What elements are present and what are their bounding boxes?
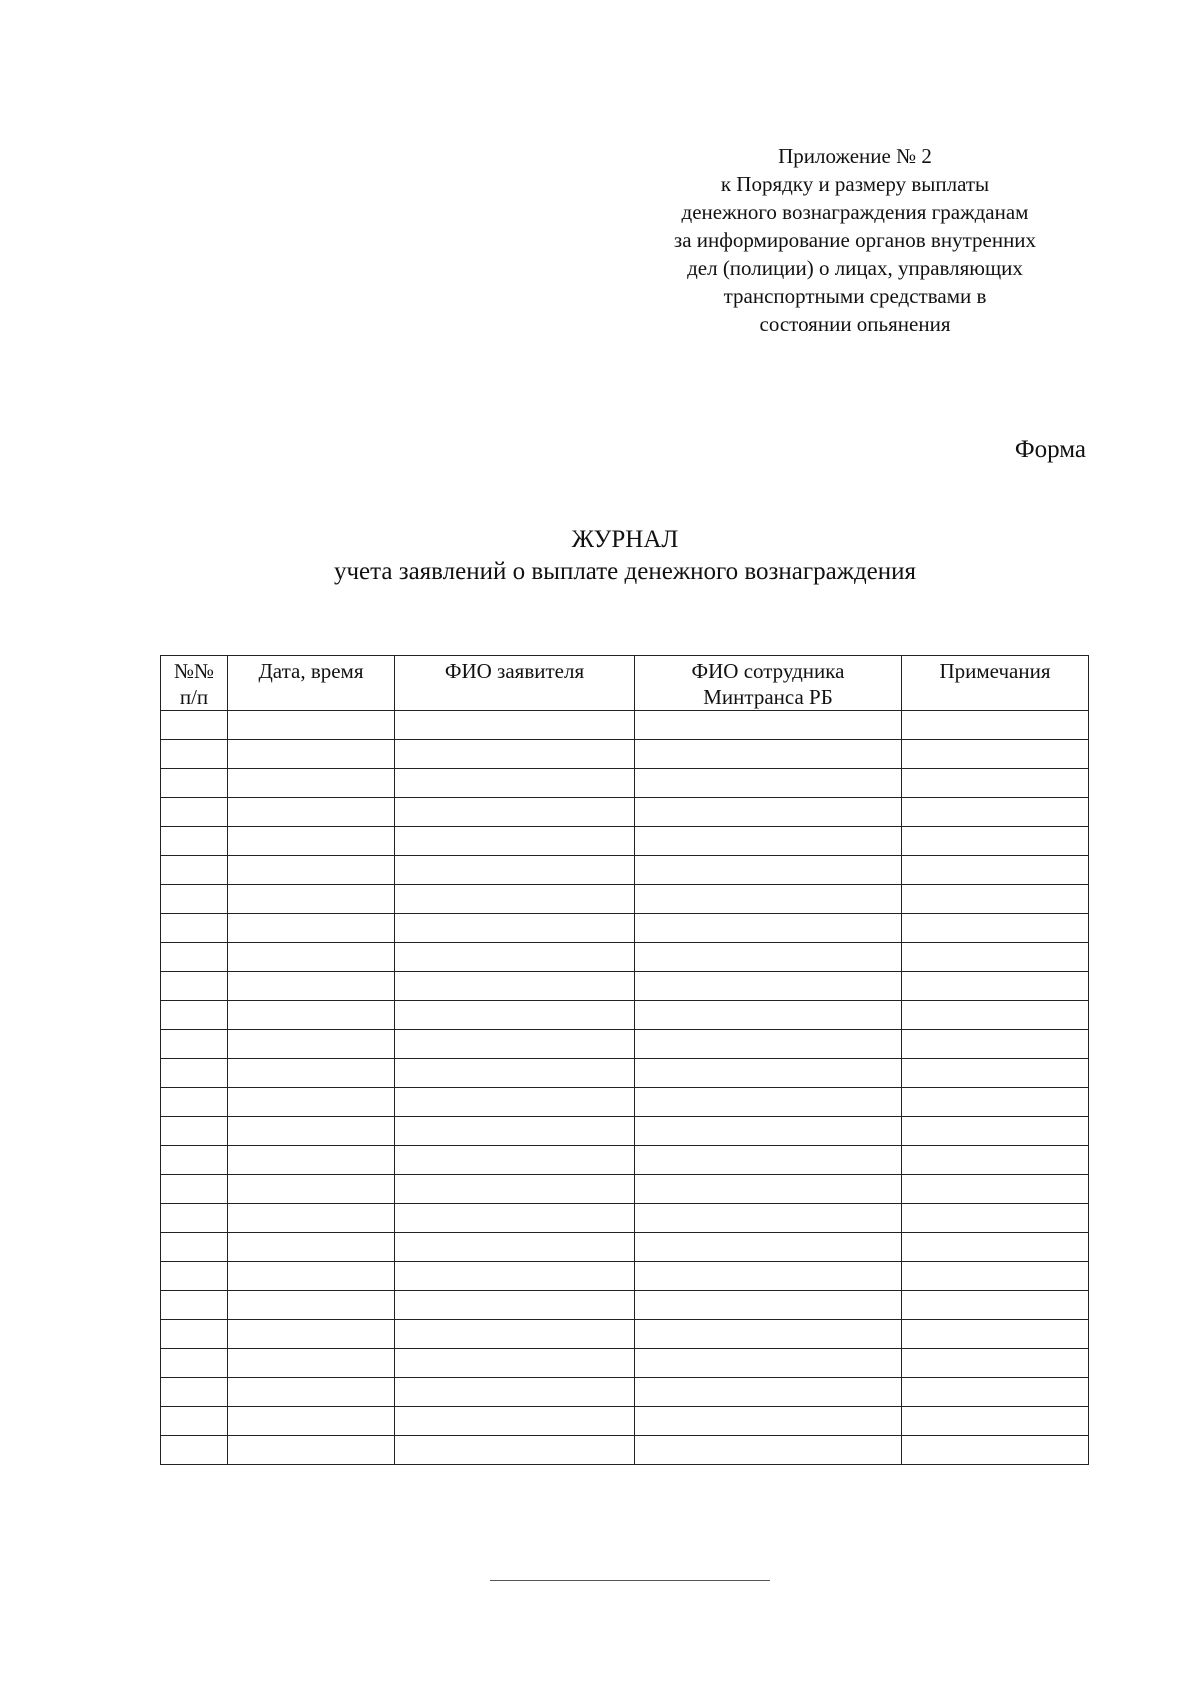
table-cell — [902, 885, 1089, 914]
table-cell — [395, 1233, 635, 1262]
table-cell — [635, 1291, 902, 1320]
table-cell — [228, 1233, 395, 1262]
table-cell — [161, 1001, 228, 1030]
table-cell — [161, 827, 228, 856]
table-cell — [161, 1407, 228, 1436]
table-row — [161, 914, 1089, 943]
table-row — [161, 711, 1089, 740]
table-row — [161, 943, 1089, 972]
table-cell — [902, 914, 1089, 943]
table-cell — [161, 1030, 228, 1059]
table-cell — [395, 1320, 635, 1349]
header-datetime-label: Дата, время — [258, 659, 364, 683]
table-cell — [635, 740, 902, 769]
table-cell — [228, 1117, 395, 1146]
table-cell — [161, 943, 228, 972]
table-row — [161, 856, 1089, 885]
table-cell — [395, 914, 635, 943]
table-cell — [395, 972, 635, 1001]
table-cell — [161, 1291, 228, 1320]
appendix-line: за информирование органов внутренних — [673, 228, 1037, 252]
table-cell — [635, 1436, 902, 1465]
table-cell — [635, 1175, 902, 1204]
table-cell — [395, 1030, 635, 1059]
table-cell — [635, 1262, 902, 1291]
table-cell — [395, 885, 635, 914]
table-cell — [902, 711, 1089, 740]
table-cell — [395, 943, 635, 972]
table-cell — [635, 1146, 902, 1175]
table-cell — [635, 1407, 902, 1436]
journal-table — [160, 655, 1089, 1465]
table-cell — [161, 711, 228, 740]
table-cell — [228, 1030, 395, 1059]
table-cell — [635, 972, 902, 1001]
table-cell — [902, 943, 1089, 972]
table-cell — [635, 1088, 902, 1117]
document-subtitle: учета заявлений о выплате денежного вознаграждения — [333, 558, 917, 585]
header-number-line2: п/п — [179, 685, 209, 709]
table-row — [161, 769, 1089, 798]
title-block — [160, 524, 1090, 588]
table-cell — [635, 1233, 902, 1262]
table-cell — [228, 1262, 395, 1291]
table-row — [161, 1030, 1089, 1059]
appendix-line: к Порядку и размеру выплаты — [720, 172, 990, 196]
appendix-reference — [640, 142, 1070, 338]
table-cell — [395, 827, 635, 856]
header-employee-line2: Минтранса РБ — [703, 685, 833, 709]
table-cell — [228, 1349, 395, 1378]
table-row — [161, 798, 1089, 827]
table-cell — [395, 1378, 635, 1407]
table-cell — [395, 1175, 635, 1204]
table-cell — [228, 943, 395, 972]
table-row — [161, 1233, 1089, 1262]
footer-divider — [490, 1580, 770, 1581]
header-employee — [635, 656, 902, 711]
table-cell — [902, 972, 1089, 1001]
table-row — [161, 1059, 1089, 1088]
table-cell — [395, 1436, 635, 1465]
form-label: Форма — [1014, 436, 1086, 463]
table-cell — [228, 827, 395, 856]
table-cell — [635, 1117, 902, 1146]
header-notes — [902, 656, 1089, 711]
table-cell — [161, 1349, 228, 1378]
table-cell — [395, 740, 635, 769]
table-cell — [395, 1204, 635, 1233]
table-cell — [161, 1262, 228, 1291]
header-notes-label: Примечания — [939, 659, 1051, 683]
table-cell — [161, 798, 228, 827]
table-cell — [228, 1436, 395, 1465]
table-cell — [228, 856, 395, 885]
table-cell — [635, 856, 902, 885]
header-applicant — [395, 656, 635, 711]
table-row — [161, 885, 1089, 914]
table-cell — [161, 1117, 228, 1146]
table-cell — [161, 769, 228, 798]
table-cell — [635, 1378, 902, 1407]
table-cell — [228, 1088, 395, 1117]
table-cell — [395, 856, 635, 885]
table-cell — [161, 885, 228, 914]
table-row — [161, 827, 1089, 856]
table-row — [161, 1262, 1089, 1291]
table-cell — [395, 1291, 635, 1320]
table-cell — [161, 740, 228, 769]
table-cell — [902, 1233, 1089, 1262]
table-cell — [635, 1001, 902, 1030]
table-cell — [161, 1146, 228, 1175]
table-cell — [635, 885, 902, 914]
table-cell — [161, 1233, 228, 1262]
table-cell — [395, 1001, 635, 1030]
table-cell — [395, 798, 635, 827]
table-cell — [161, 1204, 228, 1233]
table-row — [161, 972, 1089, 1001]
table-row — [161, 1117, 1089, 1146]
table-cell — [635, 1030, 902, 1059]
table-cell — [635, 769, 902, 798]
table-header-row — [161, 656, 1089, 711]
table-cell — [902, 827, 1089, 856]
table-cell — [635, 827, 902, 856]
appendix-line: денежного вознаграждения гражданам — [681, 200, 1029, 224]
table-row — [161, 1436, 1089, 1465]
table-cell — [161, 1320, 228, 1349]
document-title: ЖУРНАЛ — [571, 526, 679, 553]
table-cell — [228, 1175, 395, 1204]
table-row — [161, 1407, 1089, 1436]
header-applicant-label: ФИО заявителя — [444, 659, 585, 683]
table-cell — [902, 740, 1089, 769]
table-row — [161, 1320, 1089, 1349]
table-cell — [902, 798, 1089, 827]
table-cell — [228, 711, 395, 740]
appendix-line: транспортными средствами в — [723, 284, 987, 308]
table-cell — [902, 1349, 1089, 1378]
header-datetime — [228, 656, 395, 711]
table-row — [161, 1349, 1089, 1378]
table-row — [161, 1204, 1089, 1233]
table-cell — [635, 943, 902, 972]
table-cell — [395, 1349, 635, 1378]
table-cell — [902, 1117, 1089, 1146]
header-number — [161, 656, 228, 711]
table-cell — [395, 769, 635, 798]
table-cell — [902, 1378, 1089, 1407]
table-cell — [902, 856, 1089, 885]
table-cell — [635, 914, 902, 943]
table-cell — [395, 711, 635, 740]
journal-body — [161, 711, 1089, 1465]
table-cell — [902, 1030, 1089, 1059]
table-cell — [161, 1378, 228, 1407]
table-cell — [228, 1001, 395, 1030]
table-cell — [902, 1175, 1089, 1204]
table-cell — [161, 1175, 228, 1204]
table-cell — [902, 1204, 1089, 1233]
table-cell — [902, 1291, 1089, 1320]
table-cell — [228, 798, 395, 827]
table-cell — [395, 1407, 635, 1436]
table-cell — [395, 1117, 635, 1146]
table-cell — [635, 1349, 902, 1378]
table-cell — [161, 1436, 228, 1465]
table-cell — [902, 1059, 1089, 1088]
table-cell — [635, 1320, 902, 1349]
table-cell — [161, 972, 228, 1001]
table-cell — [902, 1436, 1089, 1465]
table-cell — [635, 798, 902, 827]
table-cell — [228, 1320, 395, 1349]
table-cell — [902, 769, 1089, 798]
table-cell — [228, 914, 395, 943]
table-cell — [902, 1407, 1089, 1436]
table-cell — [635, 1059, 902, 1088]
table-cell — [395, 1088, 635, 1117]
table-cell — [228, 1378, 395, 1407]
appendix-line: состоянии опьянения — [759, 312, 951, 336]
table-cell — [902, 1320, 1089, 1349]
table-row — [161, 1291, 1089, 1320]
table-cell — [228, 1146, 395, 1175]
table-row — [161, 1001, 1089, 1030]
table-cell — [228, 1204, 395, 1233]
table-cell — [161, 1059, 228, 1088]
header-employee-line1: ФИО сотрудника — [691, 659, 845, 683]
table-row — [161, 740, 1089, 769]
table-cell — [395, 1146, 635, 1175]
table-row — [161, 1378, 1089, 1407]
table-cell — [902, 1146, 1089, 1175]
table-cell — [161, 856, 228, 885]
table-cell — [228, 1059, 395, 1088]
table-cell — [395, 1059, 635, 1088]
table-cell — [228, 885, 395, 914]
table-cell — [635, 1204, 902, 1233]
table-cell — [228, 1291, 395, 1320]
table-row — [161, 1146, 1089, 1175]
appendix-line: Приложение № 2 — [778, 144, 932, 168]
table-cell — [228, 1407, 395, 1436]
table-cell — [902, 1001, 1089, 1030]
table-cell — [635, 711, 902, 740]
table-cell — [228, 769, 395, 798]
table-cell — [161, 1088, 228, 1117]
table-cell — [902, 1088, 1089, 1117]
table-cell — [902, 1262, 1089, 1291]
header-number-line1: №№ — [173, 659, 215, 683]
table-row — [161, 1175, 1089, 1204]
appendix-line: дел (полиции) о лицах, управляющих — [687, 256, 1023, 280]
table-cell — [228, 972, 395, 1001]
table-cell — [395, 1262, 635, 1291]
table-row — [161, 1088, 1089, 1117]
table-cell — [161, 914, 228, 943]
table-cell — [228, 740, 395, 769]
